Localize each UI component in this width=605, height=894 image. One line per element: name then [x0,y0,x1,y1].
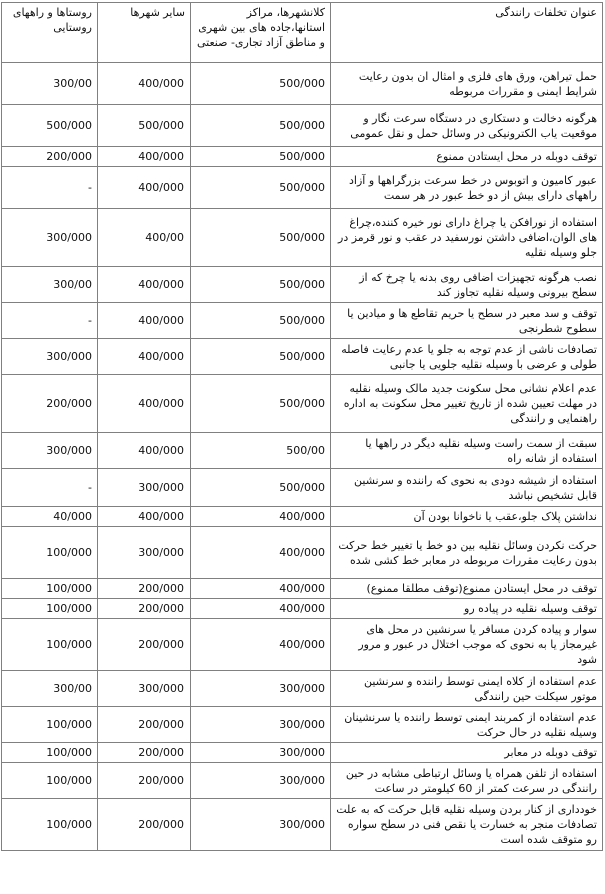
violation-title: حمل تیراهن، ورق های فلزی و امثال ان بدون رعایت شرایط ایمنی و مقررات مربوطه [331,63,603,105]
fine-metro-cities: 400/000 [191,507,331,527]
table-row [2,147,603,167]
header-other-cities: سایر شهرها [98,3,191,63]
fine-other-cities: 400/000 [98,147,191,167]
fine-rural-roads: 100/000 [2,527,98,579]
violation-title: سبقت از سمت راست وسیله نقلیه دیگر در راهها یا استفاده از شانه راه [331,433,603,469]
fine-other-cities: 400/000 [98,433,191,469]
violation-title: نصب هرگونه تجهیزات اضافی روی بدنه یا چرخ که از سطح بیرونی وسیله نقلیه تجاوز کند [331,267,603,303]
fine-metro-cities: 500/000 [191,209,331,267]
fine-other-cities: 200/000 [98,619,191,671]
fine-other-cities: 200/000 [98,599,191,619]
fine-rural-roads: 200/000 [2,375,98,433]
fine-other-cities: 200/000 [98,799,191,851]
fine-metro-cities: 300/000 [191,743,331,763]
fine-rural-roads: 100/000 [2,579,98,599]
fine-metro-cities: 300/000 [191,763,331,799]
fine-rural-roads: 300/00 [2,63,98,105]
fine-other-cities: 200/000 [98,707,191,743]
violation-title: نداشتن پلاک جلو،عقب یا ناخوانا بودن آن [331,507,603,527]
fine-other-cities: 200/000 [98,743,191,763]
fine-other-cities: 300/000 [98,527,191,579]
table-row [2,63,603,105]
fine-other-cities: 400/000 [98,303,191,339]
violation-title: استفاده از شیشه دودی به نحوی که راننده و سرنشین قابل تشخیص نباشد [331,469,603,507]
fine-other-cities: 200/000 [98,579,191,599]
header-metro-cities: کلانشهرها، مراکز استانها،جاده های بین شهری و مناطق آزاد تجاری- صنعتی [191,3,331,63]
table-row [2,105,603,147]
violation-title: حرکت نکردن وسائل نقلیه بین دو خط یا تغییر خط حرکت بدون رعایت مقررات مربوطه در معابر خط کشی شده [331,527,603,579]
table-row [2,763,603,799]
violation-title: توقف دوبله در معابر [331,743,603,763]
table-row [2,743,603,763]
fine-metro-cities: 400/000 [191,599,331,619]
fine-other-cities: 300/000 [98,671,191,707]
table-row [2,507,603,527]
fine-metro-cities: 500/000 [191,63,331,105]
fine-metro-cities: 300/000 [191,671,331,707]
fine-rural-roads: 300/00 [2,671,98,707]
fine-rural-roads: - [2,167,98,209]
violation-title: استفاده از نورافکن یا چراغ دارای نور خیره کننده،چراغ های الوان،اضافی داشتن نورسفید در عقب و نور قرمز در جلو وسیله نقلیه [331,209,603,267]
fine-metro-cities: 500/000 [191,167,331,209]
fine-rural-roads: - [2,303,98,339]
table-row [2,527,603,579]
fine-rural-roads: 300/000 [2,433,98,469]
table-row [2,469,603,507]
fine-rural-roads: 100/000 [2,619,98,671]
fine-rural-roads: 200/000 [2,147,98,167]
header-row [2,3,603,63]
table-row [2,167,603,209]
fine-rural-roads: 300/00 [2,267,98,303]
fine-other-cities: 200/000 [98,763,191,799]
table-row [2,209,603,267]
fine-metro-cities: 500/000 [191,303,331,339]
fine-other-cities: 400/000 [98,63,191,105]
fine-metro-cities: 500/000 [191,147,331,167]
fine-other-cities: 400/000 [98,339,191,375]
violation-title: هرگونه دخالت و دستکاری در دستگاه سرعت نگار و موقعیت یاب الکترونیکی در وسائل حمل و نقل عمومی [331,105,603,147]
fine-rural-roads: - [2,469,98,507]
fine-rural-roads: 500/000 [2,105,98,147]
fine-metro-cities: 400/000 [191,619,331,671]
fine-metro-cities: 500/000 [191,105,331,147]
fine-other-cities: 400/000 [98,267,191,303]
fine-rural-roads: 100/000 [2,743,98,763]
fine-rural-roads: 100/000 [2,763,98,799]
table-row [2,599,603,619]
table-row [2,671,603,707]
traffic-fines-table [1,2,603,851]
table-row [2,433,603,469]
fine-metro-cities: 500/000 [191,375,331,433]
fine-metro-cities: 300/000 [191,799,331,851]
fine-other-cities: 400/000 [98,507,191,527]
fine-rural-roads: 100/000 [2,799,98,851]
violation-title: عبور کامیون و اتوبوس در خط سرعت بزرگراهها و آزاد راههای دارای بیش از دو خط عبور در هر سمت [331,167,603,209]
violation-title: عدم استفاده از کلاه ایمنی توسط راننده و سرنشین موتور سیکلت حین رانندگی [331,671,603,707]
fine-metro-cities: 300/000 [191,707,331,743]
fine-other-cities: 400/000 [98,375,191,433]
fine-other-cities: 400/00 [98,209,191,267]
fine-rural-roads: 100/000 [2,707,98,743]
table-row [2,339,603,375]
table-row [2,619,603,671]
table-row [2,375,603,433]
table-row [2,707,603,743]
violation-title: خودداری از کنار بردن وسیله نقلیه قابل حرکت که به علت تصادفات منجر به خسارت یا نقص فنی در سطح سواره رو متوقف شده است [331,799,603,851]
fine-metro-cities: 500/000 [191,469,331,507]
violation-title: توقف وسیله نقلیه در پیاده رو [331,599,603,619]
violation-title: توقف دوبله در محل ایستادن ممنوع [331,147,603,167]
fine-metro-cities: 400/000 [191,527,331,579]
fine-metro-cities: 500/00 [191,433,331,469]
fine-rural-roads: 300/000 [2,209,98,267]
fine-other-cities: 300/000 [98,469,191,507]
fine-other-cities: 500/000 [98,105,191,147]
fine-rural-roads: 100/000 [2,599,98,619]
table-row [2,303,603,339]
fine-metro-cities: 500/000 [191,339,331,375]
violation-title: توقف در محل ایستادن ممنوع(توقف مطلقا ممنوع) [331,579,603,599]
header-violation-title: عنوان تخلفات رانندگی [331,3,603,63]
violation-title: توقف و سد معبر در سطح یا حریم تقاطع ها و میادین یا سطوح شطرنجی [331,303,603,339]
violation-title: تصادفات ناشی از عدم توجه به جلو یا عدم رعایت فاصله طولی و عرضی با وسیله نقلیه جلویی یا جانبی [331,339,603,375]
fine-other-cities: 400/000 [98,167,191,209]
violation-title: عدم استفاده از کمربند ایمنی توسط راننده یا سرنشینان وسیله نقلیه در حال حرکت [331,707,603,743]
fine-metro-cities: 500/000 [191,267,331,303]
violation-title: سوار و پیاده کردن مسافر یا سرنشین در محل های غیرمجاز یا به نحوی که موجب اختلال در عبور و مرور شود [331,619,603,671]
header-rural-roads: روستاها و راههای روستایی [2,3,98,63]
table-row [2,267,603,303]
violation-title: عدم اعلام نشانی محل سکونت جدید مالک وسیله نقلیه در مهلت تعیین شده از تاریخ تغییر محل سکونت به اداره راهنمایی و رانندگی [331,375,603,433]
fine-metro-cities: 400/000 [191,579,331,599]
violation-title: استفاده از تلفن همراه یا وسائل ارتباطی مشابه در حین رانندگی در سرعت کمتر از 60 کیلومتر در ساعت [331,763,603,799]
table-row [2,799,603,851]
table-body [2,3,603,851]
fine-rural-roads: 300/000 [2,339,98,375]
fine-rural-roads: 40/000 [2,507,98,527]
table-row [2,579,603,599]
